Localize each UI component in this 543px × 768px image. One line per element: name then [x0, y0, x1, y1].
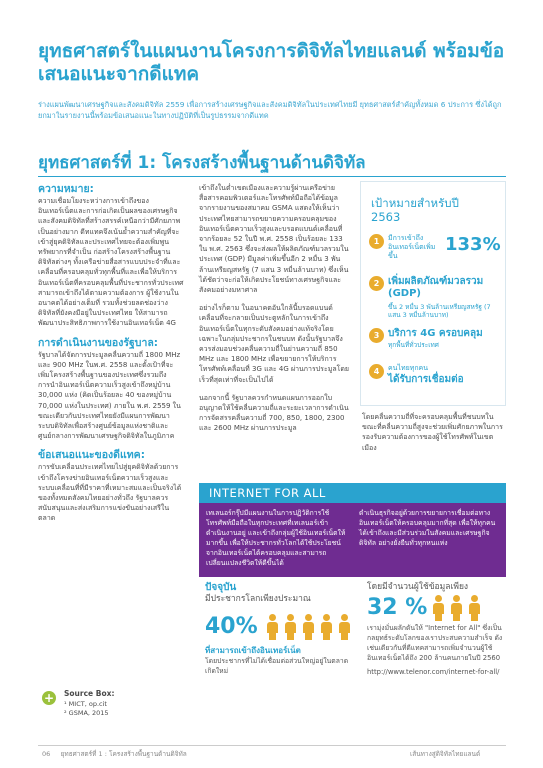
section-title: ยุทธศาสตร์ที่ 1: โครงสร้างพื้นฐานด้านดิจิทัล: [38, 153, 366, 173]
internet-for-all-title: INTERNET FOR ALL: [209, 486, 326, 500]
person-icon: [469, 595, 479, 621]
source-line-1: ¹ MICT, op.cit: [64, 700, 107, 708]
target-item-3: [369, 328, 501, 354]
intro-text: ร่างแผนพัฒนาเศรษฐกิจและสังคมดิจิทัล 2559 เพื่อการสร้างเศรษฐกิจและสังคมดิจิทัลในประเทศไทยมี ยุทธศาสตร์สำคัญทั้งหมด 6 ประการ ซึ่งได้ถูกยกมาในรายงานนี้พร้อมข้อเสนอแนะในทางปฏิบัติที่เป็นรูปธรรมจากดีแทค: [38, 100, 502, 120]
stat-world-access: [205, 582, 355, 676]
stat-data-users: [367, 582, 509, 677]
stat-heading-lead: ปัจจุบัน: [205, 582, 237, 593]
progress-text: รัฐบาลได้จัดการประมูลคลื่นความถี่ 1800 MHz และ 900 MHz ในพ.ศ. 2558 และตั้งเป้าที่จะเพิ่มโครงสร้างพื้นฐานของประเทศซึ่งรวมถึงการนำอินเทอร์เน็ตความเร็วสูงเข้าถึงหมู่บ้าน 30,000 แห่ง (คิดเป็นร้อยละ 40 ของหมู่บ้าน 70,000 แห่งในประเทศ) ภายใน พ.ศ. 2559 ในขณะเดียวกันประเทศไทยยังมีแผนการพัฒนาระบบดิจิทัลเพื่อสร้างศูนย์ข้อมูลแห่งชาติและศูนย์กลางการพัฒนาเศรษฐกิจดิจิทัลในภูมิภาค: [38, 350, 181, 441]
stat-heading-text: มีประชากรโลกเพียงประมาณ: [205, 594, 311, 604]
stat-percent: 40%: [205, 614, 258, 639]
person-icon: [321, 614, 331, 640]
person-icon: [339, 614, 349, 640]
person-icon: [267, 614, 277, 640]
targets-box: [360, 181, 506, 406]
footer-left: [42, 749, 187, 759]
mid-text-3: นอกจากนี้ รัฐบาลควรกำหนดแผนการออกใบอนุญาตให้ใช้คลื่นความถี่และระยะเวลาการดำเนินการจัดสรรคลื่นความถี่ 700, 850, 1800, 2300 และ 2600 MHz ผ่านการประมูล: [199, 393, 349, 433]
target-detail: ทุกพื้นที่ทั่วประเทศ: [388, 341, 439, 349]
footer-divider: [38, 745, 506, 746]
meaning-block: [38, 183, 184, 329]
reco-text: การขับเคลื่อนประเทศไทยไปสู่ยุคดิจิทัลด้วยการเข้าถึงโครงข่ายอินเทอร์เน็ตความเร็วสูงและระบบเคลื่อนที่ที่มีราคาที่เหมาะสมและเป็นจริงได้ของทั้งหมดสังคมไทยอย่างทั่วถึง รัฐบาลควรสนับสนุนและส่งเสริมการแข่งขันอย่างเสรีในตลาด: [38, 463, 182, 523]
target-title: ได้รับการเชื่อมต่อ: [388, 374, 464, 385]
mid-column: [199, 183, 349, 442]
plus-icon: +: [43, 691, 55, 705]
stat-caption: [205, 646, 355, 676]
reco-heading: ข้อเสนอแนะของดีแทค:: [38, 449, 145, 462]
top-band: [0, 0, 543, 8]
target-label: คนไทยทุกคน: [388, 364, 429, 372]
stat-figure: [367, 593, 509, 623]
section-divider: [38, 176, 506, 177]
internet-for-all-left-text: เทเลนอร์กรุ๊ปมีแผนงานในการปฏิวัติการใช้โทรศัพท์มือถือในทุกประเทศที่เทเลนอร์เข้าดำเนินงานอยู่ และเข้าถึงกลุ่มผู้ใช้อินเทอร์เน็ตให้มากขึ้น เพื่อให้ประชากรทั่วโลกได้ใช้ประโยชน์จากอินเทอร์เน็ตได้ครอบคลุมและสามารถเปลี่ยนแปลงชีวิตให้ดีขึ้นได้: [206, 509, 346, 567]
person-icon: [451, 595, 461, 621]
source-title: Source Box:: [64, 689, 115, 698]
reco-block: [38, 449, 184, 523]
person-icon: [433, 595, 443, 621]
stat-caption-text: โดยประชากรที่ไม่ได้เชื่อมต่อส่วนใหญ่อยู่ในตลาดเกิดใหม่: [205, 657, 349, 675]
target-number: 3: [369, 328, 384, 343]
people-icons: [267, 614, 352, 644]
people-icons: [433, 595, 482, 625]
target-item-2: [369, 276, 501, 320]
targets-after-text: โดยคลื่นความถี่ที่จะครอบคลุมพื้นที่ชนบทในขณะที่คลื่นความถี่สูงจะช่วยเพิ่มศักยภาพในการรองรับความต้องการของผู้ใช้โทรศัพท์ในเขตเมือง: [362, 413, 503, 452]
stat-caption: เรามุ่งมั่นผลักดันให้ "Internet for All" ซึ่งเป็นกลยุทธ์ระดับโลกของเราประสบความสำเร็จ ดังเช่นเดียวกันที่ดีแทคสามารถเพิ่มจำนวนผู้ใช้อินเทอร์เน็ตได้ถึง 200 ล้านคนภายในปี 2560: [367, 624, 503, 662]
meaning-text: ความเชื่อมโยงระหว่างการเข้าถึงของอินเทอร์เน็ตและการก่อเกิดเป็นผลของเศรษฐกิจและสังคมดิจิทัลที่สร้างสรรค์เหนือกว่ามีศักยภาพเป็นอย่างมาก ดีทแทคจึงเน้นย้ำความสำคัญที่จะเข้าสู่ยุคดิจิทัลและประเทศไทยจะต้องเพิ่มพูนทรัพยากรที่จำเป็น ก่อสร้างโครงสร้างพื้นฐาน ดิจิทัลต่างๆ ทั้งเครือข่ายสื่อสารแบบประจำที่และเคลื่อนที่ครอบคลุมทั่วทุกพื้นที่และเพื่อให้บริการอินเทอร์เน็ตที่ครอบคลุมพื้นที่ประชากรทั่วประเทศสามารถเข้าถึงได้ตามความต้องการ ผู้ใช้งานในอนาคตได้อย่างเต็มที่ รวมทั้งช่วยลดช่องว่างดิจิทัลที่ยังคงมีอยู่ในประเทศไทย ให้สามารถพัฒนาประสิทธิภาพการใช้งานอินเทอร์เน็ต 4G: [38, 197, 184, 328]
target-number: 2: [369, 276, 384, 291]
stat-percent: 32 %: [367, 595, 428, 620]
footer-right: เส้นทางสู่ดิจิทัลไทยแลนด์: [410, 750, 481, 758]
target-number: 4: [369, 364, 384, 379]
person-icon: [303, 614, 313, 640]
source-box: [42, 689, 182, 729]
footer-chapter: ยุทธศาสตร์ที่ 1 : โครงสร้างพื้นฐานด้านดิจิทัล: [60, 750, 187, 758]
progress-block: [38, 337, 184, 442]
stat-caption-bold: ที่สามารถเข้าถึงอินเทอร์เน็ต: [205, 646, 301, 655]
target-percent: 133%: [445, 234, 501, 255]
target-label: มีการเข้าถึงอินเทอร์เน็ตเพิ่มขึ้น: [388, 234, 436, 260]
stat-figure: [205, 608, 355, 646]
person-icon: [285, 614, 295, 640]
page-number: 06: [42, 750, 51, 758]
target-number: 1: [369, 234, 384, 249]
meaning-heading: ความหมาย:: [38, 183, 94, 195]
target-item-1: [369, 234, 501, 264]
stat-heading: [205, 582, 355, 605]
target-detail: ขึ้น 2 หมื่น 3 พันล้านเหรียญสหรัฐ (7 แสน 3 หมื่นล้านบาท): [388, 303, 491, 319]
target-title: เพิ่มผลิตภัณฑ์มวลรวม (GDP): [388, 276, 484, 299]
target-title: บริการ 4G ครอบคลุม: [388, 328, 483, 339]
targets-heading: เป้าหมายสำหรับปี 2563: [371, 196, 459, 224]
target-item-4: [369, 364, 501, 394]
source-line-2: ² GSMA, 2015: [64, 709, 109, 717]
internet-for-all-right-text: ดำเนินธุรกิจอยู่ด้วยการขยายการเชื่อมต่อทางอินเทอร์เน็ตให้ครอบคลุมมากที่สุด เพื่อให้ทุกคนได้เข้าถึงและมีส่วนร่วมในสังคมและเศรษฐกิจดิจิทัล อย่างยั่งยืนทั่วทุกหนแห่ง: [359, 509, 496, 547]
mid-text-2: อย่างไรก็ตาม ในอนาคตอันใกล้นี้บรอดแบนด์เคลื่อนที่จะกลายเป็นประตูหลักในการเข้าถึงอินเทอร์เน็ตในทุกระดับสังคมอย่างแท้จริงโดยเฉพาะในกลุ่มประชากรในชนบท ดังนั้นรัฐบาลจึงควรส่งมอบช่วงคลื่นความถี่ในย่านความถี่ 850 MHz และ 1800 MHz เพื่อขยายการให้บริการโทรศัพท์เคลื่อนที่ 3G และ 4G ผ่านการประมูลโดยเร็วที่สุดเท่าที่จะเป็นไปได้: [199, 304, 350, 384]
progress-heading: การดำเนินงานของรัฐบาล:: [38, 336, 158, 349]
mid-text-1: เข้าถึงในต่ำเขตเมืองและความรู้ผ่านเครือข่ายสื่อสารคอมพิวเตอร์และโทรศัพท์มือถือได้ข้อมูลจากรายงานของสมาคม GSMA แสดงให้เห็นว่าประเทศไทยสามารถขยายความครอบคลุมของอินเทอร์เน็ตความเร็วสูงและบรอดแบนด์เคลื่อนที่จากร้อยละ 52 ในปี พ.ศ. 2558 เป็นร้อยละ 133 ใน พ.ศ. 2563 ซึ่งจะส่งผลให้ผลิตภัณฑ์มวลรวมในประเทศ (GDP) มีมูลค่าเพิ่มขึ้นอีก 2 หมื่น 3 พันล้านเหรียญสหรัฐ (7 แสน 3 หมื่นล้านบาท) ซึ่งเห็นได้ชัดว่าจะก่อให้เกิดประโยชน์ทางเศรษฐกิจและสังคมอย่างมหาศาล: [199, 184, 349, 295]
stat-heading: โดยมีจำนวนผู้ใช้ข้อมูลเพียง: [367, 582, 469, 592]
page-title: ยุทธศาสตร์ในแผนงานโครงการดิจิทัลไทยแลนด์ พร้อมข้อเสนอแนะจากดีแทค: [38, 40, 505, 85]
left-column: [38, 183, 184, 532]
telenor-link[interactable]: http://www.telenor.com/internet-for-all/: [367, 668, 500, 676]
